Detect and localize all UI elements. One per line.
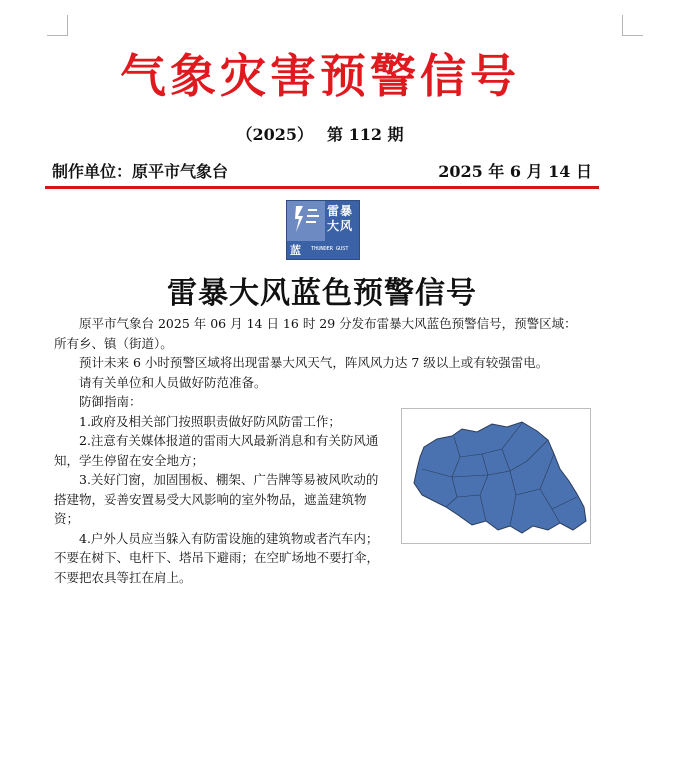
- issue-year: （2025）: [236, 125, 313, 144]
- red-divider: [45, 186, 599, 189]
- paragraph-forecast: 预计未来 6 小时预警区域将出现雷暴大风天气，阵风风力达 7 级以上或有较强雷电。: [79, 355, 549, 370]
- guide-item-2: 2.注意有关媒体报道的雷雨大风最新消息和有关防风通知，学生停留在安全地方；: [54, 433, 379, 468]
- badge-level: 蓝: [290, 244, 301, 257]
- meta-row: [52, 159, 592, 182]
- issue-date: 2025 年 6 月 14 日: [438, 162, 592, 181]
- guide-item-4: 4.户外人员应当躲入有防雷设施的建筑物或者汽车内；不要在树下、电杆下、塔吊下避雨；在空旷场地不要打伞，不要把农具等扛在肩上。: [54, 530, 380, 585]
- guide-item-3: 3.关好门窗，加固围板、棚架、广告牌等易被风吹动的搭建物，妥善安置易受大风影响的室外物品，遮盖建筑物资；: [54, 472, 379, 526]
- paragraph-guide-heading: 防御指南：: [79, 394, 142, 409]
- warning-title: 雷暴大风蓝色预警信号: [167, 276, 477, 311]
- badge-line-2: 大风: [327, 219, 354, 233]
- warning-signal-badge: [286, 200, 360, 260]
- issuer: 制作单位：原平市气象台: [52, 162, 229, 181]
- document-title: 气象灾害预警信号: [120, 49, 520, 103]
- guide-item-1: 1.政府及相关部门按照职责做好防风防雷工作；: [79, 413, 341, 429]
- paragraph-prepare: 请有关单位和人员做好防范准备。: [79, 374, 267, 390]
- crop-mark-top-left: [47, 15, 68, 36]
- paragraph-issue: 原平市气象台 2025 年 06 月 14 日 16 时 29 分发布雷暴大风蓝色预警信号，预警区域：所有乡、镇（街道）。: [54, 316, 577, 351]
- map-region-outline: [414, 422, 586, 533]
- issue-number: 第 112 期: [327, 125, 404, 144]
- warning-area-map: [401, 408, 591, 544]
- lightning-icon: [287, 201, 325, 241]
- badge-english: THUNDER GUST: [311, 246, 349, 252]
- badge-text: [327, 204, 357, 234]
- issue-line: [0, 122, 640, 145]
- badge-line-1: 雷暴: [327, 204, 354, 218]
- map-graphic: [402, 409, 590, 543]
- crop-mark-top-right: [622, 15, 643, 36]
